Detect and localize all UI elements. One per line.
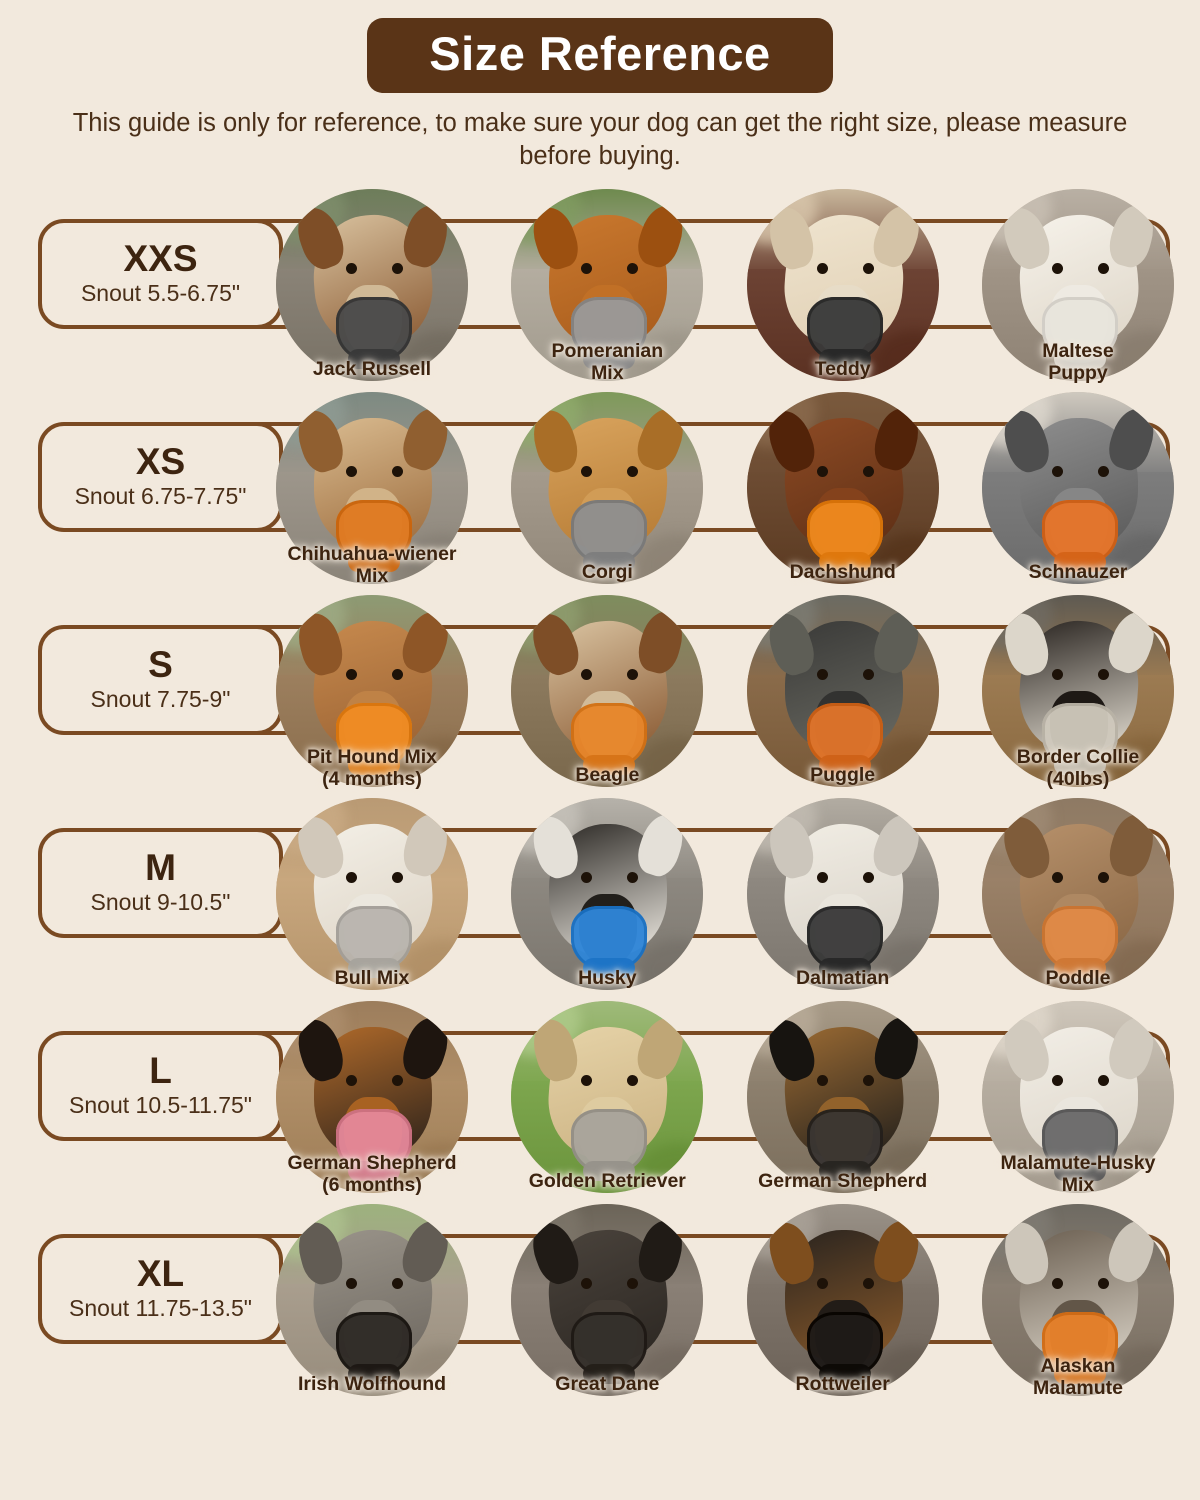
dog-caption (738, 562, 948, 584)
dog-photo-group (272, 798, 1178, 1001)
dog-entry (743, 1001, 943, 1193)
dog-caption-line: Chihuahua-wiener (287, 542, 457, 565)
page-title: Size Reference (367, 18, 832, 93)
dog-caption-line: Dachshund (789, 560, 896, 583)
dog-caption (973, 1356, 1183, 1400)
dog-caption-line: Bull Mix (334, 966, 410, 989)
dog-entry (507, 1204, 707, 1396)
dog-caption-line: Husky (578, 966, 637, 989)
dog-caption (502, 968, 712, 990)
dog-caption-line: Rottweiler (795, 1372, 890, 1395)
dog-caption-line: Schnauzer (1028, 560, 1128, 583)
header (0, 0, 1200, 173)
dog-caption (738, 765, 948, 787)
dog-caption-line: Golden Retriever (528, 1169, 686, 1192)
dog-entry (272, 1204, 472, 1396)
dog-photo (276, 1204, 468, 1396)
dog-entry (272, 1001, 472, 1196)
snout-range: Snout 9-10.5" (90, 889, 231, 916)
dog-caption (502, 765, 712, 787)
dog-caption-line: Dalmatian (796, 966, 890, 989)
dog-entry (272, 595, 472, 790)
dog-caption (502, 1374, 712, 1396)
dog-photo (511, 798, 703, 990)
dog-caption-line: Corgi (581, 560, 633, 583)
size-row (0, 1204, 1200, 1414)
dog-entry (743, 392, 943, 584)
size-label: L (149, 1050, 172, 1092)
dog-entry (272, 189, 472, 381)
dog-caption (973, 1153, 1183, 1197)
dog-caption-line: (40lbs) (1046, 767, 1110, 790)
size-label: S (148, 644, 173, 686)
dog-caption (738, 968, 948, 990)
dog-caption-line: Alaskan (1040, 1354, 1116, 1377)
size-rows (0, 189, 1200, 1414)
dog-caption (267, 1374, 477, 1396)
dog-entry (743, 1204, 943, 1396)
dog-caption-line: Pit Hound Mix (307, 745, 437, 768)
dog-caption-line: Malamute (1033, 1376, 1123, 1399)
dog-caption (267, 747, 477, 791)
dog-caption (502, 562, 712, 584)
dog-caption-line: Puggle (810, 763, 876, 786)
dog-photo (747, 392, 939, 584)
dog-caption (973, 747, 1183, 791)
dog-caption-line: Border Collie (1016, 745, 1140, 768)
size-badge (38, 1031, 283, 1141)
dog-caption-line: (4 months) (322, 767, 422, 790)
dog-caption-line: Maltese (1042, 339, 1114, 362)
dog-entry (978, 1204, 1178, 1399)
dog-photo (747, 595, 939, 787)
snout-range: Snout 11.75-13.5" (69, 1295, 252, 1322)
dog-caption (973, 341, 1183, 385)
dog-entry (507, 189, 707, 384)
dog-photo (511, 1001, 703, 1193)
dog-caption-line: Pomeranian (551, 339, 664, 362)
snout-range: Snout 5.5-6.75" (80, 280, 241, 307)
dog-entry (743, 798, 943, 990)
size-label: XL (136, 1253, 185, 1295)
size-label: M (145, 847, 176, 889)
dog-caption (738, 359, 948, 381)
size-badge (38, 1234, 283, 1344)
dog-caption (267, 968, 477, 990)
dog-entry (507, 595, 707, 787)
dog-caption (973, 968, 1183, 990)
size-row (0, 392, 1200, 595)
size-row (0, 595, 1200, 798)
dog-photo-group (272, 1001, 1178, 1204)
dog-entry (743, 595, 943, 787)
dog-entry (978, 595, 1178, 790)
dog-caption-line: Puppy (1048, 361, 1108, 384)
size-badge (38, 219, 283, 329)
dog-caption-line: Teddy (814, 357, 871, 380)
size-row (0, 189, 1200, 392)
dog-photo (747, 798, 939, 990)
dog-photo (276, 189, 468, 381)
dog-photo (511, 392, 703, 584)
dog-caption-line: Jack Russell (312, 357, 432, 380)
dog-entry (272, 392, 472, 587)
dog-photo (982, 392, 1174, 584)
snout-range: Snout 10.5-11.75" (69, 1092, 252, 1119)
dog-caption (267, 1153, 477, 1197)
dog-photo (747, 1001, 939, 1193)
dog-caption (502, 341, 712, 385)
dog-caption (738, 1374, 948, 1396)
dog-photo (747, 1204, 939, 1396)
size-label: XS (135, 441, 186, 483)
dog-entry (743, 189, 943, 381)
dog-photo-group (272, 595, 1178, 798)
dog-caption (973, 562, 1183, 584)
dog-entry (978, 1001, 1178, 1196)
snout-range: Snout 7.75-9" (90, 686, 231, 713)
size-badge (38, 422, 283, 532)
dog-caption-line: Mix (1061, 1173, 1095, 1196)
dog-photo (511, 1204, 703, 1396)
dog-caption-line: (6 months) (322, 1173, 422, 1196)
dog-entry (507, 798, 707, 990)
dog-photo-group (272, 392, 1178, 595)
size-row (0, 1001, 1200, 1204)
dog-caption (267, 359, 477, 381)
page-subtitle: This guide is only for reference, to make sure your dog can get the right size, please measure before buying. (72, 109, 1128, 170)
dog-entry (507, 392, 707, 584)
dog-entry (978, 798, 1178, 990)
dog-caption-line: Beagle (575, 763, 640, 786)
dog-photo (511, 595, 703, 787)
dog-photo (982, 798, 1174, 990)
dog-photo (747, 189, 939, 381)
dog-caption-line: Mix (355, 564, 389, 587)
dog-caption-line: Mix (591, 361, 624, 384)
dog-caption (738, 1171, 948, 1193)
dog-entry (978, 189, 1178, 384)
dog-caption-line: German Shepherd (758, 1169, 928, 1192)
size-label: XXS (123, 238, 198, 280)
dog-photo (276, 798, 468, 990)
dog-photo-group (272, 189, 1178, 392)
dog-caption-line: Poddle (1045, 966, 1111, 989)
dog-photo-group (272, 1204, 1178, 1414)
dog-caption-line: Malamute-Husky (1000, 1151, 1156, 1174)
snout-range: Snout 6.75-7.75" (74, 483, 247, 510)
dog-entry (507, 1001, 707, 1193)
dog-caption-line: Irish Wolfhound (297, 1372, 447, 1395)
dog-entry (272, 798, 472, 990)
dog-caption (502, 1171, 712, 1193)
dog-caption (267, 544, 477, 588)
size-row (0, 798, 1200, 1001)
dog-caption-line: German Shepherd (287, 1151, 457, 1174)
dog-entry (978, 392, 1178, 584)
dog-caption-line: Great Dane (555, 1372, 660, 1395)
size-badge (38, 625, 283, 735)
size-badge (38, 828, 283, 938)
